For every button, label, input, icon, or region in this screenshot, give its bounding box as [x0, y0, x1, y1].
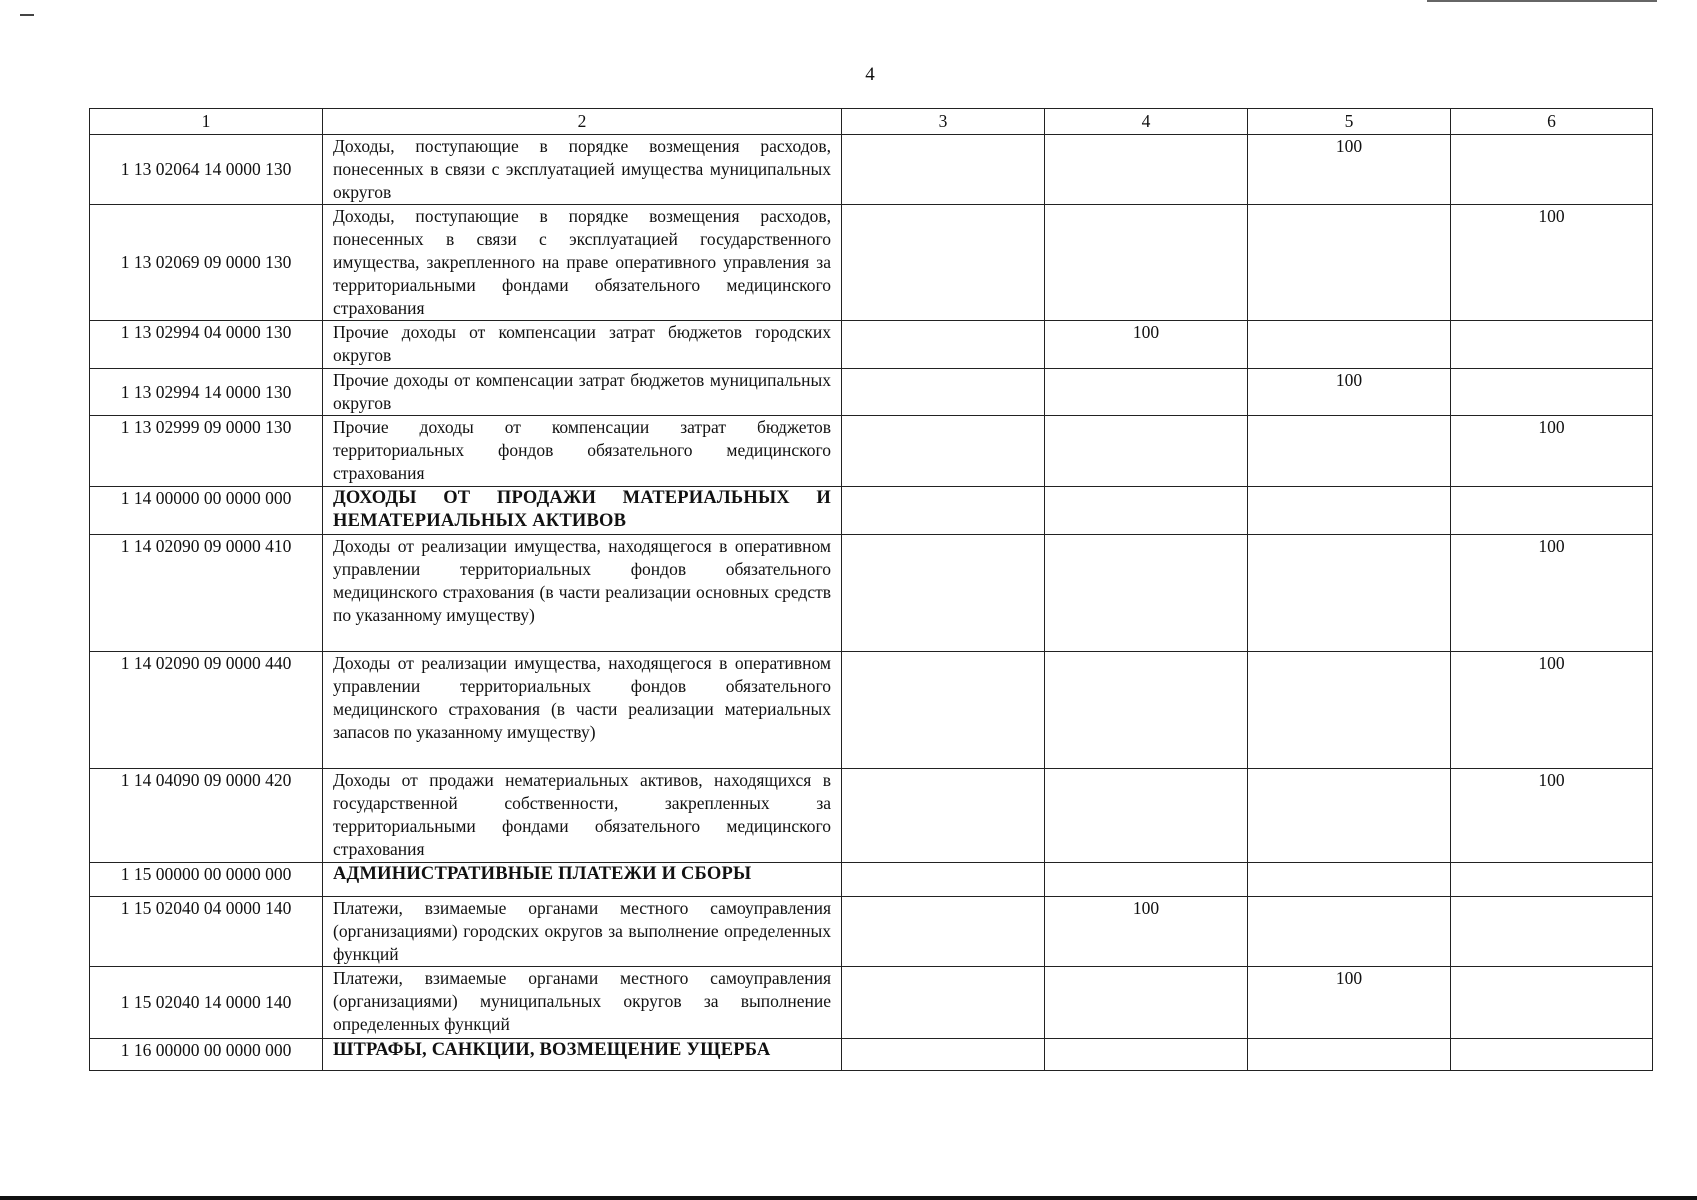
row-value-col6: 100: [1451, 535, 1653, 652]
row-value-col3: [842, 897, 1045, 967]
table-row-section: [90, 863, 1653, 897]
row-code: 1 14 04090 09 0000 420: [90, 769, 323, 863]
row-value-col5: [1248, 321, 1451, 369]
table-row: [90, 321, 1653, 369]
row-code: 1 13 02069 09 0000 130: [90, 205, 323, 321]
column-header-4: 4: [1045, 109, 1248, 135]
row-value-col6: 100: [1451, 416, 1653, 487]
row-value-col3: [842, 967, 1045, 1039]
row-value-col4: [1045, 487, 1248, 535]
row-value-col5: [1248, 863, 1451, 897]
row-value-col3: [842, 487, 1045, 535]
row-value-col3: [842, 863, 1045, 897]
table-row: [90, 769, 1653, 863]
row-value-col4: [1045, 863, 1248, 897]
row-value-col3: [842, 135, 1045, 205]
row-description: Прочие доходы от компенсации затрат бюджетов городских округов: [323, 321, 842, 369]
row-description: Платежи, взимаемые органами местного самоуправления (организациями) городских округов за выполнение определенных функций: [323, 897, 842, 967]
row-value-col4: [1045, 535, 1248, 652]
row-code: 1 13 02994 04 0000 130: [90, 321, 323, 369]
row-code: 1 14 02090 09 0000 410: [90, 535, 323, 652]
row-value-col6: 100: [1451, 652, 1653, 769]
row-value-col5: [1248, 487, 1451, 535]
row-value-col4: [1045, 967, 1248, 1039]
column-header-2: 2: [323, 109, 842, 135]
row-value-col4: 100: [1045, 897, 1248, 967]
scan-artifact-top-right: [1427, 0, 1657, 2]
column-header-5: 5: [1248, 109, 1451, 135]
row-description: ШТРАФЫ, САНКЦИИ, ВОЗМЕЩЕНИЕ УЩЕРБА: [323, 1039, 842, 1071]
row-value-col5: [1248, 535, 1451, 652]
row-value-col4: [1045, 205, 1248, 321]
page-number: 4: [865, 64, 875, 85]
row-value-col5: 100: [1248, 369, 1451, 416]
row-description: Доходы от продажи нематериальных активов, находящихся в государственной собственности, закрепленных за территориальными фондами обязательного медицинского страхования: [323, 769, 842, 863]
row-value-col6: [1451, 369, 1653, 416]
row-value-col3: [842, 769, 1045, 863]
row-value-col6: [1451, 967, 1653, 1039]
row-code: 1 16 00000 00 0000 000: [90, 1039, 323, 1071]
row-code: 1 15 02040 04 0000 140: [90, 897, 323, 967]
row-description: Платежи, взимаемые органами местного самоуправления (организациями) муниципальных округов за выполнение определенных функций: [323, 967, 842, 1039]
table-row: [90, 967, 1653, 1039]
table-row: [90, 897, 1653, 967]
column-header-3: 3: [842, 109, 1045, 135]
scan-artifact-bottom-line: [0, 1196, 1697, 1200]
row-description: ДОХОДЫ ОТ ПРОДАЖИ МАТЕРИАЛЬНЫХ И НЕМАТЕРИАЛЬНЫХ АКТИВОВ: [323, 487, 842, 535]
row-code: 1 15 00000 00 0000 000: [90, 863, 323, 897]
row-value-col6: [1451, 1039, 1653, 1071]
row-value-col3: [842, 205, 1045, 321]
row-value-col5: 100: [1248, 135, 1451, 205]
row-code: 1 14 00000 00 0000 000: [90, 487, 323, 535]
table-row: [90, 652, 1653, 769]
table-row: [90, 135, 1653, 205]
row-value-col6: [1451, 897, 1653, 967]
row-value-col3: [842, 1039, 1045, 1071]
row-value-col5: [1248, 897, 1451, 967]
row-value-col4: [1045, 1039, 1248, 1071]
row-value-col5: [1248, 1039, 1451, 1071]
row-value-col4: [1045, 652, 1248, 769]
table-row-section: [90, 1039, 1653, 1071]
row-value-col5: [1248, 769, 1451, 863]
row-value-col4: [1045, 369, 1248, 416]
table-row-section: [90, 487, 1653, 535]
row-value-col6: [1451, 487, 1653, 535]
row-value-col6: [1451, 135, 1653, 205]
table-row: [90, 205, 1653, 321]
row-value-col4: [1045, 135, 1248, 205]
row-code: 1 14 02090 09 0000 440: [90, 652, 323, 769]
budget-revenue-table: [89, 108, 1653, 1071]
row-value-col3: [842, 369, 1045, 416]
row-value-col6: [1451, 863, 1653, 897]
row-description: Прочие доходы от компенсации затрат бюджетов муниципальных округов: [323, 369, 842, 416]
column-header-1: 1: [90, 109, 323, 135]
row-value-col5: [1248, 416, 1451, 487]
row-code: 1 13 02064 14 0000 130: [90, 135, 323, 205]
row-value-col3: [842, 321, 1045, 369]
row-code: 1 13 02999 09 0000 130: [90, 416, 323, 487]
row-description: Доходы, поступающие в порядке возмещения расходов, понесенных в связи с эксплуатацией государственного имущества, закрепленного на праве оперативного управления за территориальными фондами обязательного медицинского страхования: [323, 205, 842, 321]
row-value-col6: 100: [1451, 769, 1653, 863]
row-value-col4: [1045, 769, 1248, 863]
row-value-col3: [842, 652, 1045, 769]
row-value-col4: 100: [1045, 321, 1248, 369]
row-value-col4: [1045, 416, 1248, 487]
row-description: Доходы от реализации имущества, находящегося в оперативном управлении территориальных фондов обязательного медицинского страхования (в части реализации основных средств по указанному имуществу): [323, 535, 842, 652]
row-value-col5: 100: [1248, 967, 1451, 1039]
row-value-col3: [842, 535, 1045, 652]
table-row: [90, 416, 1653, 487]
table-row: [90, 535, 1653, 652]
row-description: Прочие доходы от компенсации затрат бюджетов территориальных фондов обязательного медицинского страхования: [323, 416, 842, 487]
row-description: Доходы, поступающие в порядке возмещения расходов, понесенных в связи с эксплуатацией имущества муниципальных округов: [323, 135, 842, 205]
row-code: 1 15 02040 14 0000 140: [90, 967, 323, 1039]
row-code: 1 13 02994 14 0000 130: [90, 369, 323, 416]
row-description: АДМИНИСТРАТИВНЫЕ ПЛАТЕЖИ И СБОРЫ: [323, 863, 842, 897]
table-header-row: [90, 109, 1653, 135]
row-value-col3: [842, 416, 1045, 487]
row-value-col5: [1248, 652, 1451, 769]
column-header-6: 6: [1451, 109, 1653, 135]
scan-artifact-top-left: [20, 14, 34, 16]
row-value-col6: [1451, 321, 1653, 369]
table-row: [90, 369, 1653, 416]
row-value-col6: 100: [1451, 205, 1653, 321]
row-value-col5: [1248, 205, 1451, 321]
row-description: Доходы от реализации имущества, находящегося в оперативном управлении территориальных фондов обязательного медицинского страхования (в части реализации материальных запасов по указанному имуществу): [323, 652, 842, 769]
